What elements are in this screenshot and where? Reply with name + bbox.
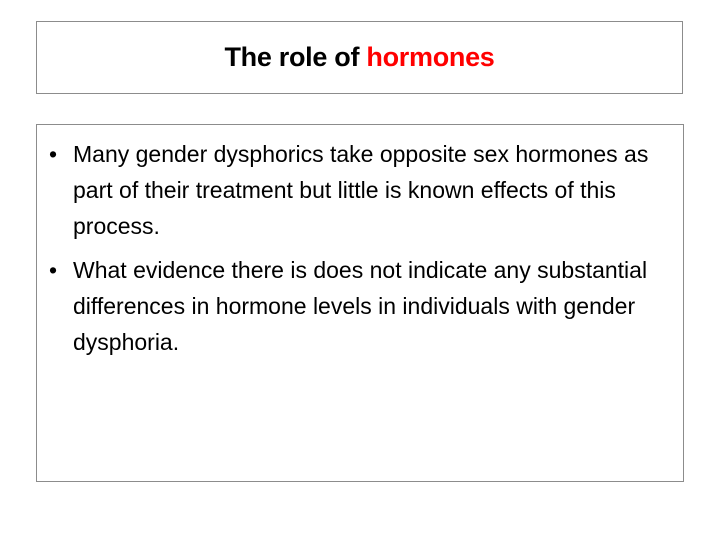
bullet-dot-icon: • (49, 141, 58, 167)
content-box (36, 124, 684, 482)
title-prefix: The role of (224, 42, 367, 72)
bullet-text: What evidence there is does not indicate any substantial differences in hormone levels in individuals with gender dysphoria. (73, 257, 648, 355)
title-highlight: hormones (366, 42, 495, 72)
bullet-text: Many gender dysphorics take opposite sex hormones as part of their treatment but little is known effects of this process. (73, 141, 649, 239)
title-box (36, 21, 683, 94)
bullet-list (37, 125, 683, 360)
bullet-dot-icon: • (49, 257, 58, 283)
slide-title (224, 42, 494, 73)
bullet-item (49, 252, 673, 360)
bullet-item (49, 136, 673, 244)
